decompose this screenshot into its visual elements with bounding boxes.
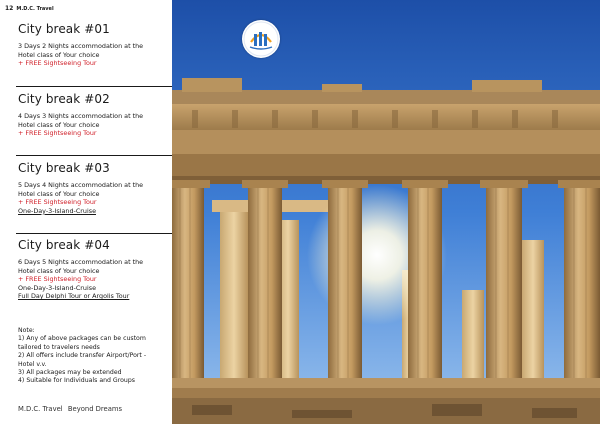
note-heading: Note: [18,327,35,334]
city-break-title: City break #04 [18,238,110,252]
divider [16,155,172,156]
city-break-04 [18,238,168,301]
free-tour-line: + FREE Sightseeing Tour [18,59,97,68]
note-item: Hotel v.v. [18,360,47,368]
divider [16,233,172,234]
cruise-line: One-Day-3-Island-Cruise [18,206,96,215]
free-tour-line: + FREE Sightseeing Tour [18,275,97,284]
header-brand: M.D.C. Travel [16,6,54,12]
city-break-line: 6 Days 5 Nights accommodation at the [18,258,144,266]
city-break-03 [18,161,168,215]
text-panel [0,0,172,424]
footer [18,405,122,413]
cruise-line: One-Day-3-Island-Cruise [18,283,96,292]
day-tour-line: Full Day Delphi Tour or Argolis Tour [18,292,130,301]
note-item: 4) Suitable for Individuals and Groups [18,377,135,385]
city-break-title: City break #02 [18,92,110,106]
free-tour-line: + FREE Sightseeing Tour [18,198,97,207]
footer-brand: M.D.C. Travel [18,405,63,413]
note-block [18,327,168,386]
parthenon-photo [172,0,600,424]
city-break-line: Hotel class of Your choice [18,266,100,275]
city-break-02 [18,92,168,138]
mdc-logo-icon [242,20,280,58]
note-item: tailored to travelers needs [18,343,100,351]
footer-slogan: Beyond Dreams [67,405,123,413]
free-tour-line: + FREE Sightseeing Tour [18,129,97,138]
city-break-title: City break #01 [18,22,110,36]
divider [16,86,172,87]
city-break-line: Hotel class of Your choice [18,120,100,129]
city-break-line: 4 Days 3 Nights accommodation at the [18,112,144,120]
note-item: 2) All offers include transfer Airport/Port - [18,352,147,360]
city-break-line: 3 Days 2 Nights accommodation at the [18,42,144,50]
city-break-title: City break #03 [18,161,110,175]
note-item: 3) All packages may be extended [18,369,122,377]
page-number: 12 M.D.C. Travel [5,5,54,12]
city-break-01 [18,22,168,68]
city-break-line: Hotel class of Your choice [18,189,100,198]
note-item: 1) Any of above packages can be custom [18,335,146,343]
city-break-line: Hotel class of Your choice [18,50,100,59]
parthenon-columns-image [172,0,600,424]
city-break-line: 5 Days 4 Nights accommodation at the [18,181,144,189]
